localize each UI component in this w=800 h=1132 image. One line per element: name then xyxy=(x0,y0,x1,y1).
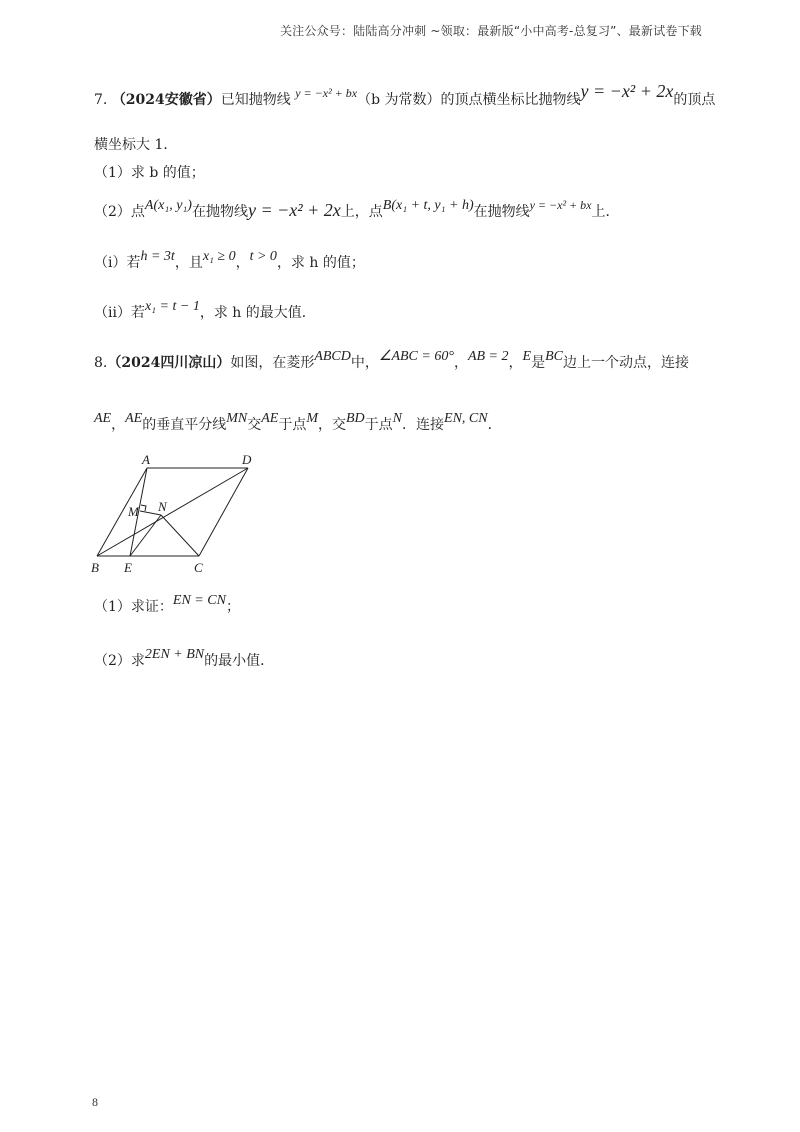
label-n: N xyxy=(158,499,167,514)
q8-math: MN xyxy=(226,411,248,426)
q7-text: （ⅱ）若 xyxy=(94,305,145,321)
q8-math: AE xyxy=(94,411,112,426)
q7-line-1 xyxy=(94,81,716,109)
q8-math: BD xyxy=(346,411,365,426)
q7-text: （b 为常数）的顶点横坐标比抛物线 xyxy=(357,92,581,108)
q8-text: ， xyxy=(453,355,468,371)
q8-line-1 xyxy=(94,349,689,372)
label-e: E xyxy=(124,560,132,575)
q7-part-2-ii xyxy=(94,299,316,322)
q8-math: AE xyxy=(261,411,279,426)
rhombus-figure xyxy=(88,448,268,578)
q7-part-2-i xyxy=(94,249,365,272)
q8-text: 边上一个动点，连接 xyxy=(562,355,689,371)
right-angle-mark xyxy=(141,505,146,511)
q8-source: （2024四川凉山） xyxy=(107,355,231,371)
segment-en xyxy=(130,515,161,556)
q7-text: ，求 h 的值； xyxy=(276,255,365,271)
q8-math: M xyxy=(306,411,318,426)
q7-text: ，求 h 的最大值． xyxy=(199,305,316,321)
q8-text: 于点 xyxy=(278,417,307,433)
q8-text: （1）求证： xyxy=(94,599,173,615)
q7-condition: x₁ ≥ 0 xyxy=(202,249,236,264)
q8-text: ， xyxy=(508,355,523,371)
q8-text: ， xyxy=(111,417,126,433)
q8-math: ABCD xyxy=(314,349,351,364)
q8-text: 于点 xyxy=(364,417,393,433)
q7-text: 上． xyxy=(591,204,620,220)
q7-line-2: 横坐标大 1． xyxy=(94,137,178,153)
q8-text: ； xyxy=(225,599,240,615)
q8-math: 2EN + BN xyxy=(144,647,205,662)
q8-math: AB = 2 xyxy=(467,349,509,364)
q8-math: EN = CN xyxy=(172,593,226,608)
q8-line-2 xyxy=(94,411,502,434)
q7-text: （2）点 xyxy=(94,204,145,220)
q7-text: ，且 xyxy=(174,255,203,271)
q8-text: 如图，在菱形 xyxy=(230,355,315,371)
q8-text: 的垂直平分线 xyxy=(142,417,227,433)
q8-text: 是 xyxy=(531,355,546,371)
page-number: 8 xyxy=(92,1095,98,1109)
q8-text: ，交 xyxy=(318,417,346,433)
segment-bd xyxy=(97,468,248,556)
page-header: 关注公众号：陆陆高分冲刺 ~领取：最新版“小中高考-总复习”、最新试卷下载 xyxy=(279,24,702,38)
q8-text: ．连接 xyxy=(402,417,445,433)
q8-math: ∠ABC = 60° xyxy=(378,349,454,364)
q7-equation: y = −x² + 2x xyxy=(580,81,674,101)
q8-part-2 xyxy=(94,647,275,670)
label-d: D xyxy=(242,452,252,467)
q8-math: N xyxy=(392,411,403,426)
q7-text: 在抛物线 xyxy=(473,204,530,220)
q8-text: ． xyxy=(487,417,502,433)
q7-text: 已知抛物线 xyxy=(220,92,291,108)
segment-cn xyxy=(161,515,199,556)
q8-text: 交 xyxy=(247,417,262,433)
q7-text: ， xyxy=(235,255,250,271)
q8-text: （2）求 xyxy=(94,653,145,669)
q8-text: 中， xyxy=(350,355,379,371)
q7-part-1: （1）求 b 的值； xyxy=(94,165,205,181)
q7-part-2 xyxy=(94,200,619,221)
q7-equation: y = −x² + 2x xyxy=(247,200,341,220)
q7-number: 7. xyxy=(94,92,108,108)
q7-text: （ⅰ）若 xyxy=(94,255,141,271)
q7-condition: x₁ = t − 1 xyxy=(144,299,200,314)
segment-dc xyxy=(199,468,248,556)
q7-equation: y = −x² + bx xyxy=(295,86,358,100)
q7-text: 上，点 xyxy=(340,204,383,220)
label-a: A xyxy=(142,452,150,467)
q8-math: BC xyxy=(545,349,563,364)
label-b: B xyxy=(91,560,99,575)
q7-source: （2024安徽省） xyxy=(111,92,221,108)
q8-math: EN, CN xyxy=(444,411,488,426)
q7-condition: h = 3t xyxy=(140,249,175,264)
q7-condition: t > 0 xyxy=(249,249,277,264)
q7-point-b: B(x₁ + t, y₁ + h) xyxy=(382,198,474,213)
q7-text: 的顶点 xyxy=(673,92,716,108)
q8-part-1 xyxy=(94,593,240,616)
q8-number: 8. xyxy=(94,355,108,371)
q8-math: E xyxy=(522,349,532,364)
q8-math: AE xyxy=(125,411,143,426)
q7-point-a: A(x₁, y₁) xyxy=(144,198,192,213)
q8-text: 的最小值． xyxy=(204,653,275,669)
label-c: C xyxy=(194,560,203,575)
q7-equation: y = −x² + bx xyxy=(529,198,592,212)
q7-text: 在抛物线 xyxy=(191,204,248,220)
label-m: M xyxy=(128,504,139,519)
